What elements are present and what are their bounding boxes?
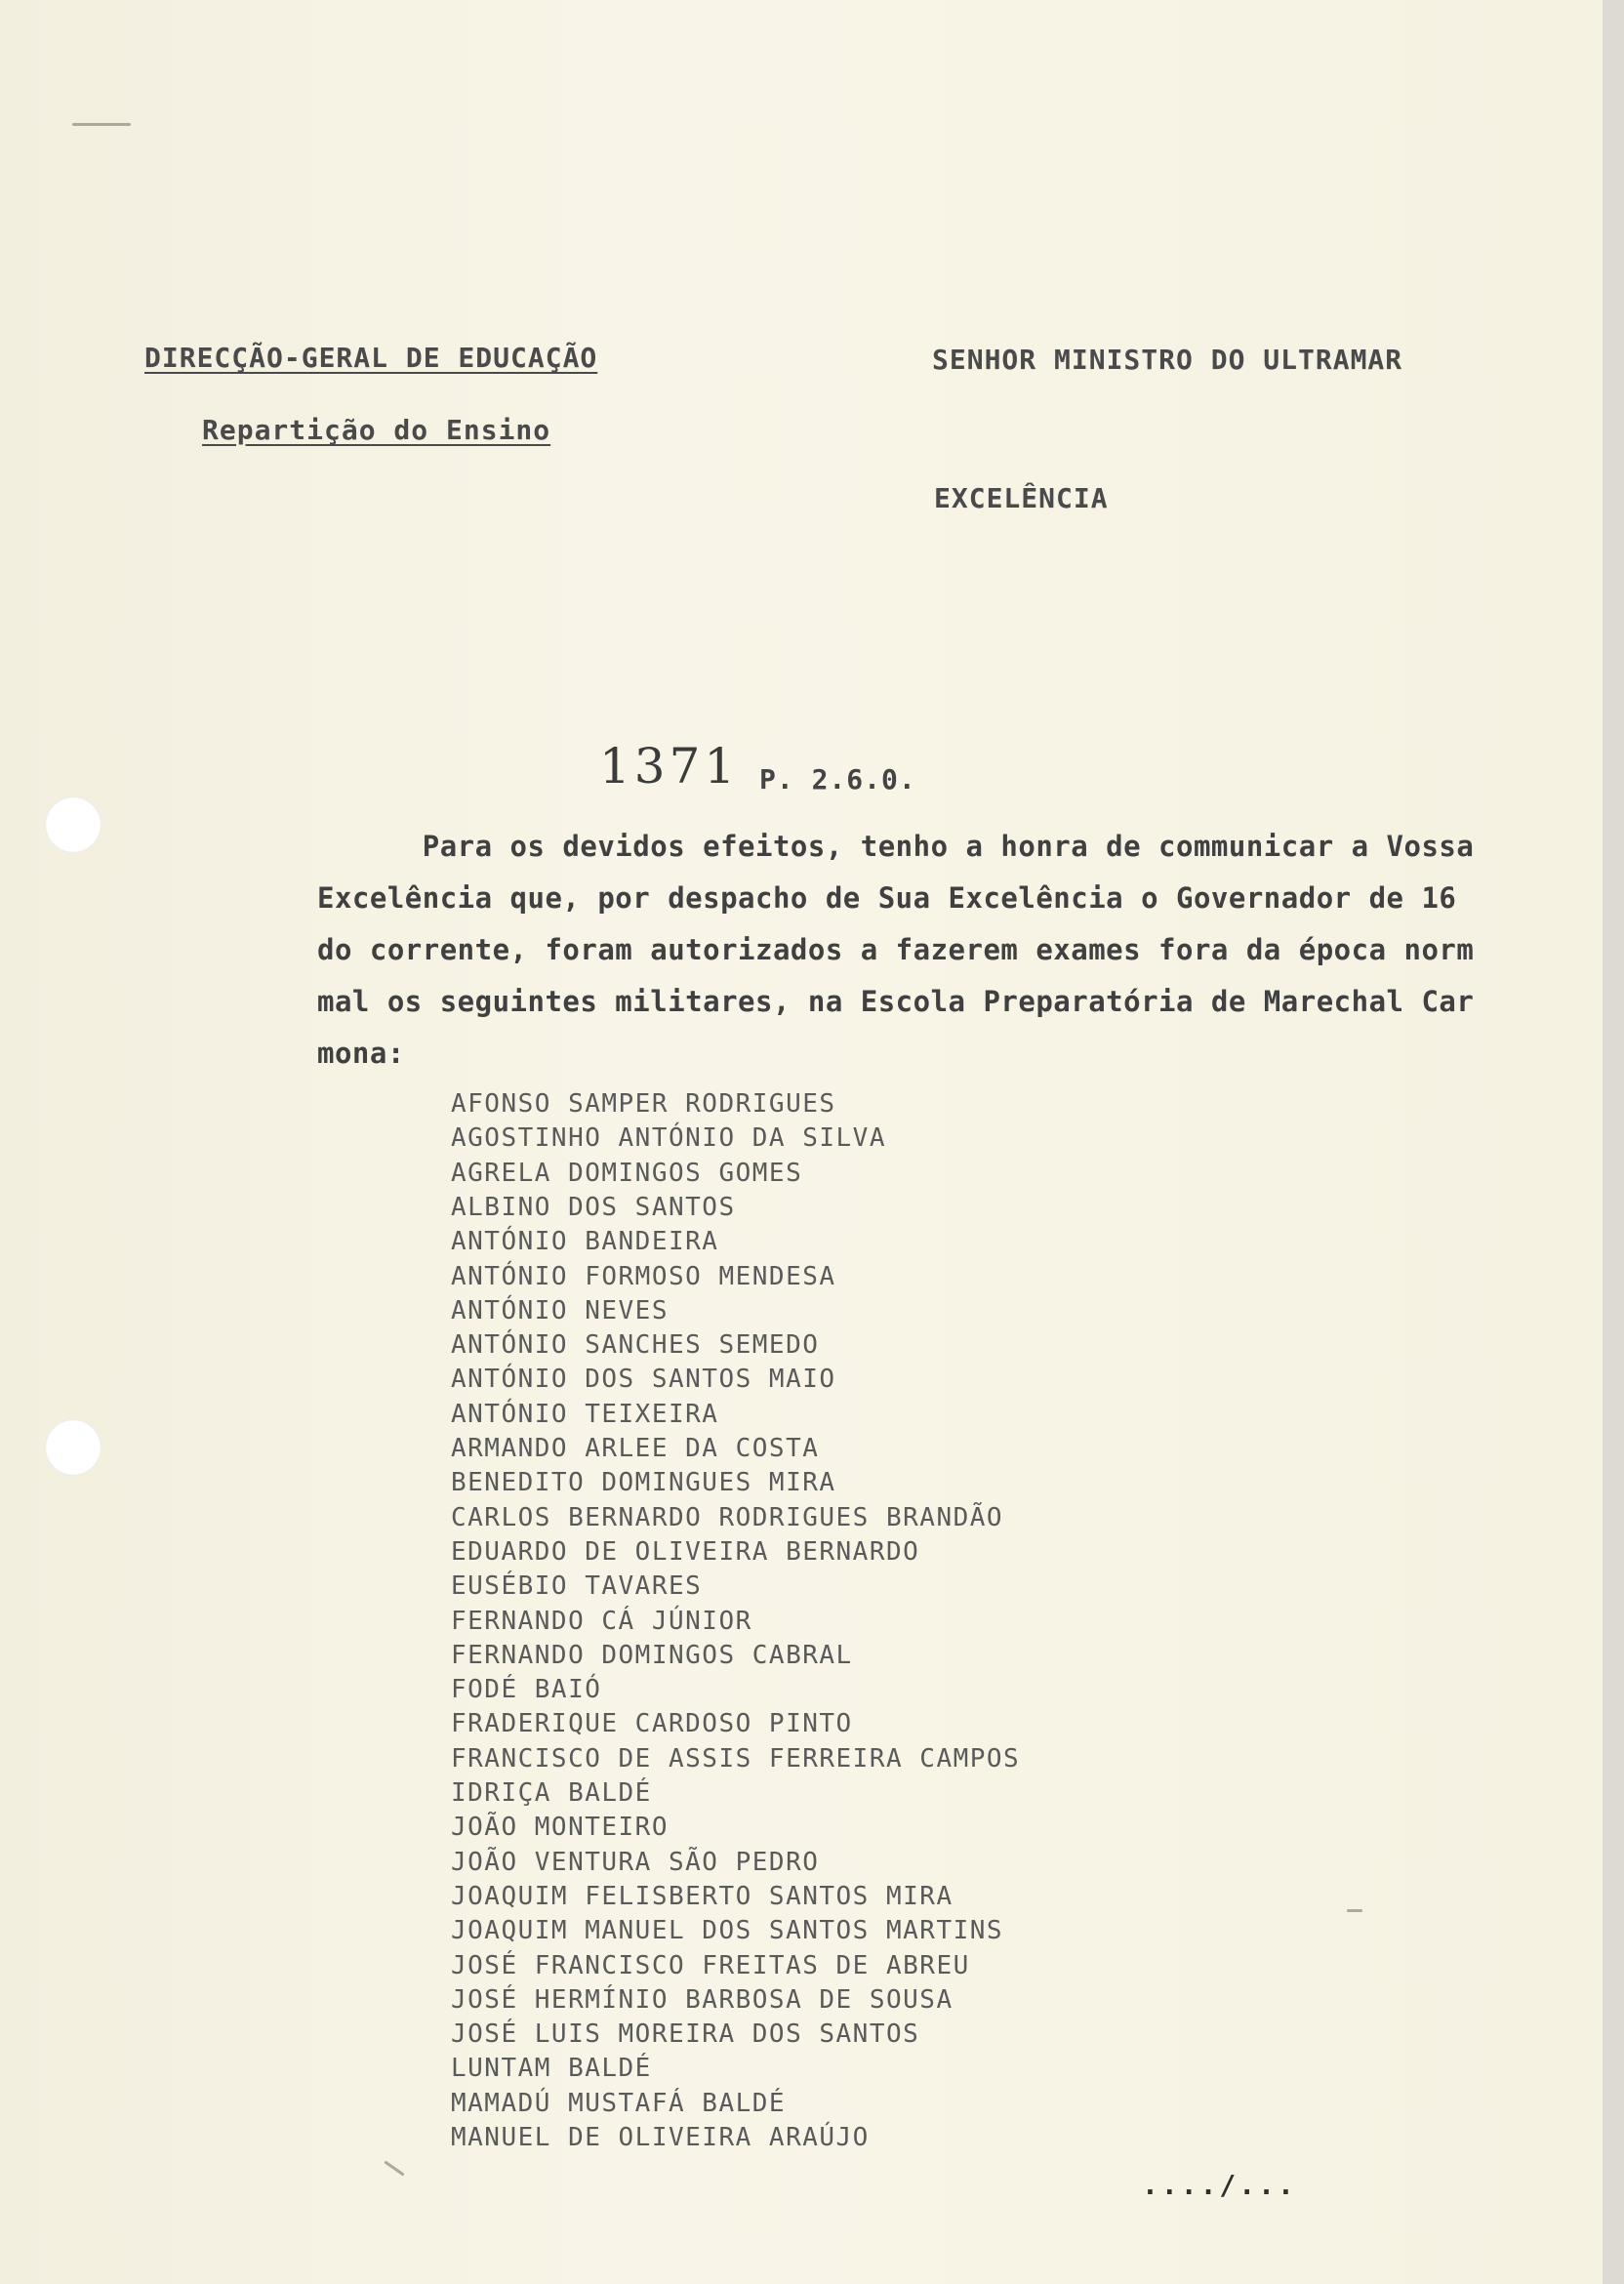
body-line: Para os devidos efeitos, tenho a honra de communicar a Vossa (317, 830, 1475, 863)
scan-edge (1603, 0, 1624, 2284)
list-item: EDUARDO DE OLIVEIRA BERNARDO (451, 1536, 920, 1567)
punch-hole-lower (45, 1419, 102, 1476)
body-line: mona: (317, 1037, 405, 1070)
list-item: IDRIÇA BALDÉ (451, 1778, 652, 1808)
list-item: FRADERIQUE CARDOSO PINTO (451, 1709, 853, 1739)
body-line: do corrente, foram autorizados a fazerem exames fora da época norm (317, 933, 1475, 966)
salutation: EXCELÊNCIA (934, 482, 1109, 514)
list-item: AGRELA DOMINGOS GOMES (451, 1158, 803, 1188)
ink-mark (384, 2160, 404, 2176)
body-line: Excelência que, por despacho de Sua Excelência o Governador de 16 (317, 881, 1457, 915)
list-item: CARLOS BERNARDO RODRIGUES BRANDÃO (451, 1502, 1004, 1532)
continuation-mark: ..../... (1142, 2169, 1297, 2201)
list-item: ANTÓNIO FORMOSO MENDESA (451, 1261, 836, 1291)
list-item: JOSÉ HERMÍNIO BARBOSA DE SOUSA (451, 1984, 954, 2015)
list-item: EUSÉBIO TAVARES (451, 1571, 703, 1602)
section-heading: Repartição do Ensino (202, 414, 551, 446)
list-item: ARMANDO ARLEE DA COSTA (451, 1434, 820, 1463)
list-item: MAMADÚ MUSTAFÁ BALDÉ (451, 2088, 787, 2118)
list-item: JOÃO VENTURA SÃO PEDRO (451, 1847, 820, 1877)
reference-number: 1371 (599, 738, 740, 795)
department-heading: DIRECÇÃO-GERAL DE EDUCAÇÃO (144, 342, 598, 374)
list-item: JOSÉ LUIS MOREIRA DOS SANTOS (451, 2019, 920, 2050)
list-item: JOAQUIM FELISBERTO SANTOS MIRA (451, 1881, 954, 1911)
list-item: JOSÉ FRANCISCO FREITAS DE ABREU (451, 1950, 970, 1980)
list-item: ANTÓNIO BANDEIRA (451, 1227, 719, 1257)
body-line: mal os seguintes militares, na Escola Preparatória de Marechal Car (317, 985, 1475, 1018)
list-item: FODÉ BAIÓ (451, 1675, 602, 1705)
list-item: BENEDITO DOMINGUES MIRA (451, 1468, 836, 1498)
list-item: ANTÓNIO SANCHES SEMEDO (451, 1330, 820, 1361)
reference-code: P. 2.6.0. (759, 763, 916, 795)
list-item: JOÃO MONTEIRO (451, 1813, 669, 1843)
list-item: ANTÓNIO NEVES (451, 1295, 669, 1326)
addressee: SENHOR MINISTRO DO ULTRAMAR (932, 344, 1403, 376)
ink-smudge (72, 123, 131, 126)
list-item: ANTÓNIO TEIXEIRA (451, 1399, 719, 1429)
list-item: LUNTAM BALDÉ (451, 2054, 652, 2084)
punch-hole-upper (45, 796, 102, 853)
list-item: FERNANDO DOMINGOS CABRAL (451, 1640, 853, 1670)
ink-mark (1347, 1909, 1362, 1912)
list-item: MANUEL DE OLIVEIRA ARAÚJO (451, 2123, 870, 2152)
list-item: ANTÓNIO DOS SANTOS MAIO (451, 1365, 836, 1395)
list-item: FRANCISCO DE ASSIS FERREIRA CAMPOS (451, 1743, 1021, 1774)
list-item: AGOSTINHO ANTÓNIO DA SILVA (451, 1123, 886, 1154)
list-item: AFONSO SAMPER RODRIGUES (451, 1089, 836, 1119)
list-item: JOAQUIM MANUEL DOS SANTOS MARTINS (451, 1916, 1004, 1946)
list-item: ALBINO DOS SANTOS (451, 1192, 736, 1222)
list-item: FERNANDO CÁ JÚNIOR (451, 1606, 752, 1636)
